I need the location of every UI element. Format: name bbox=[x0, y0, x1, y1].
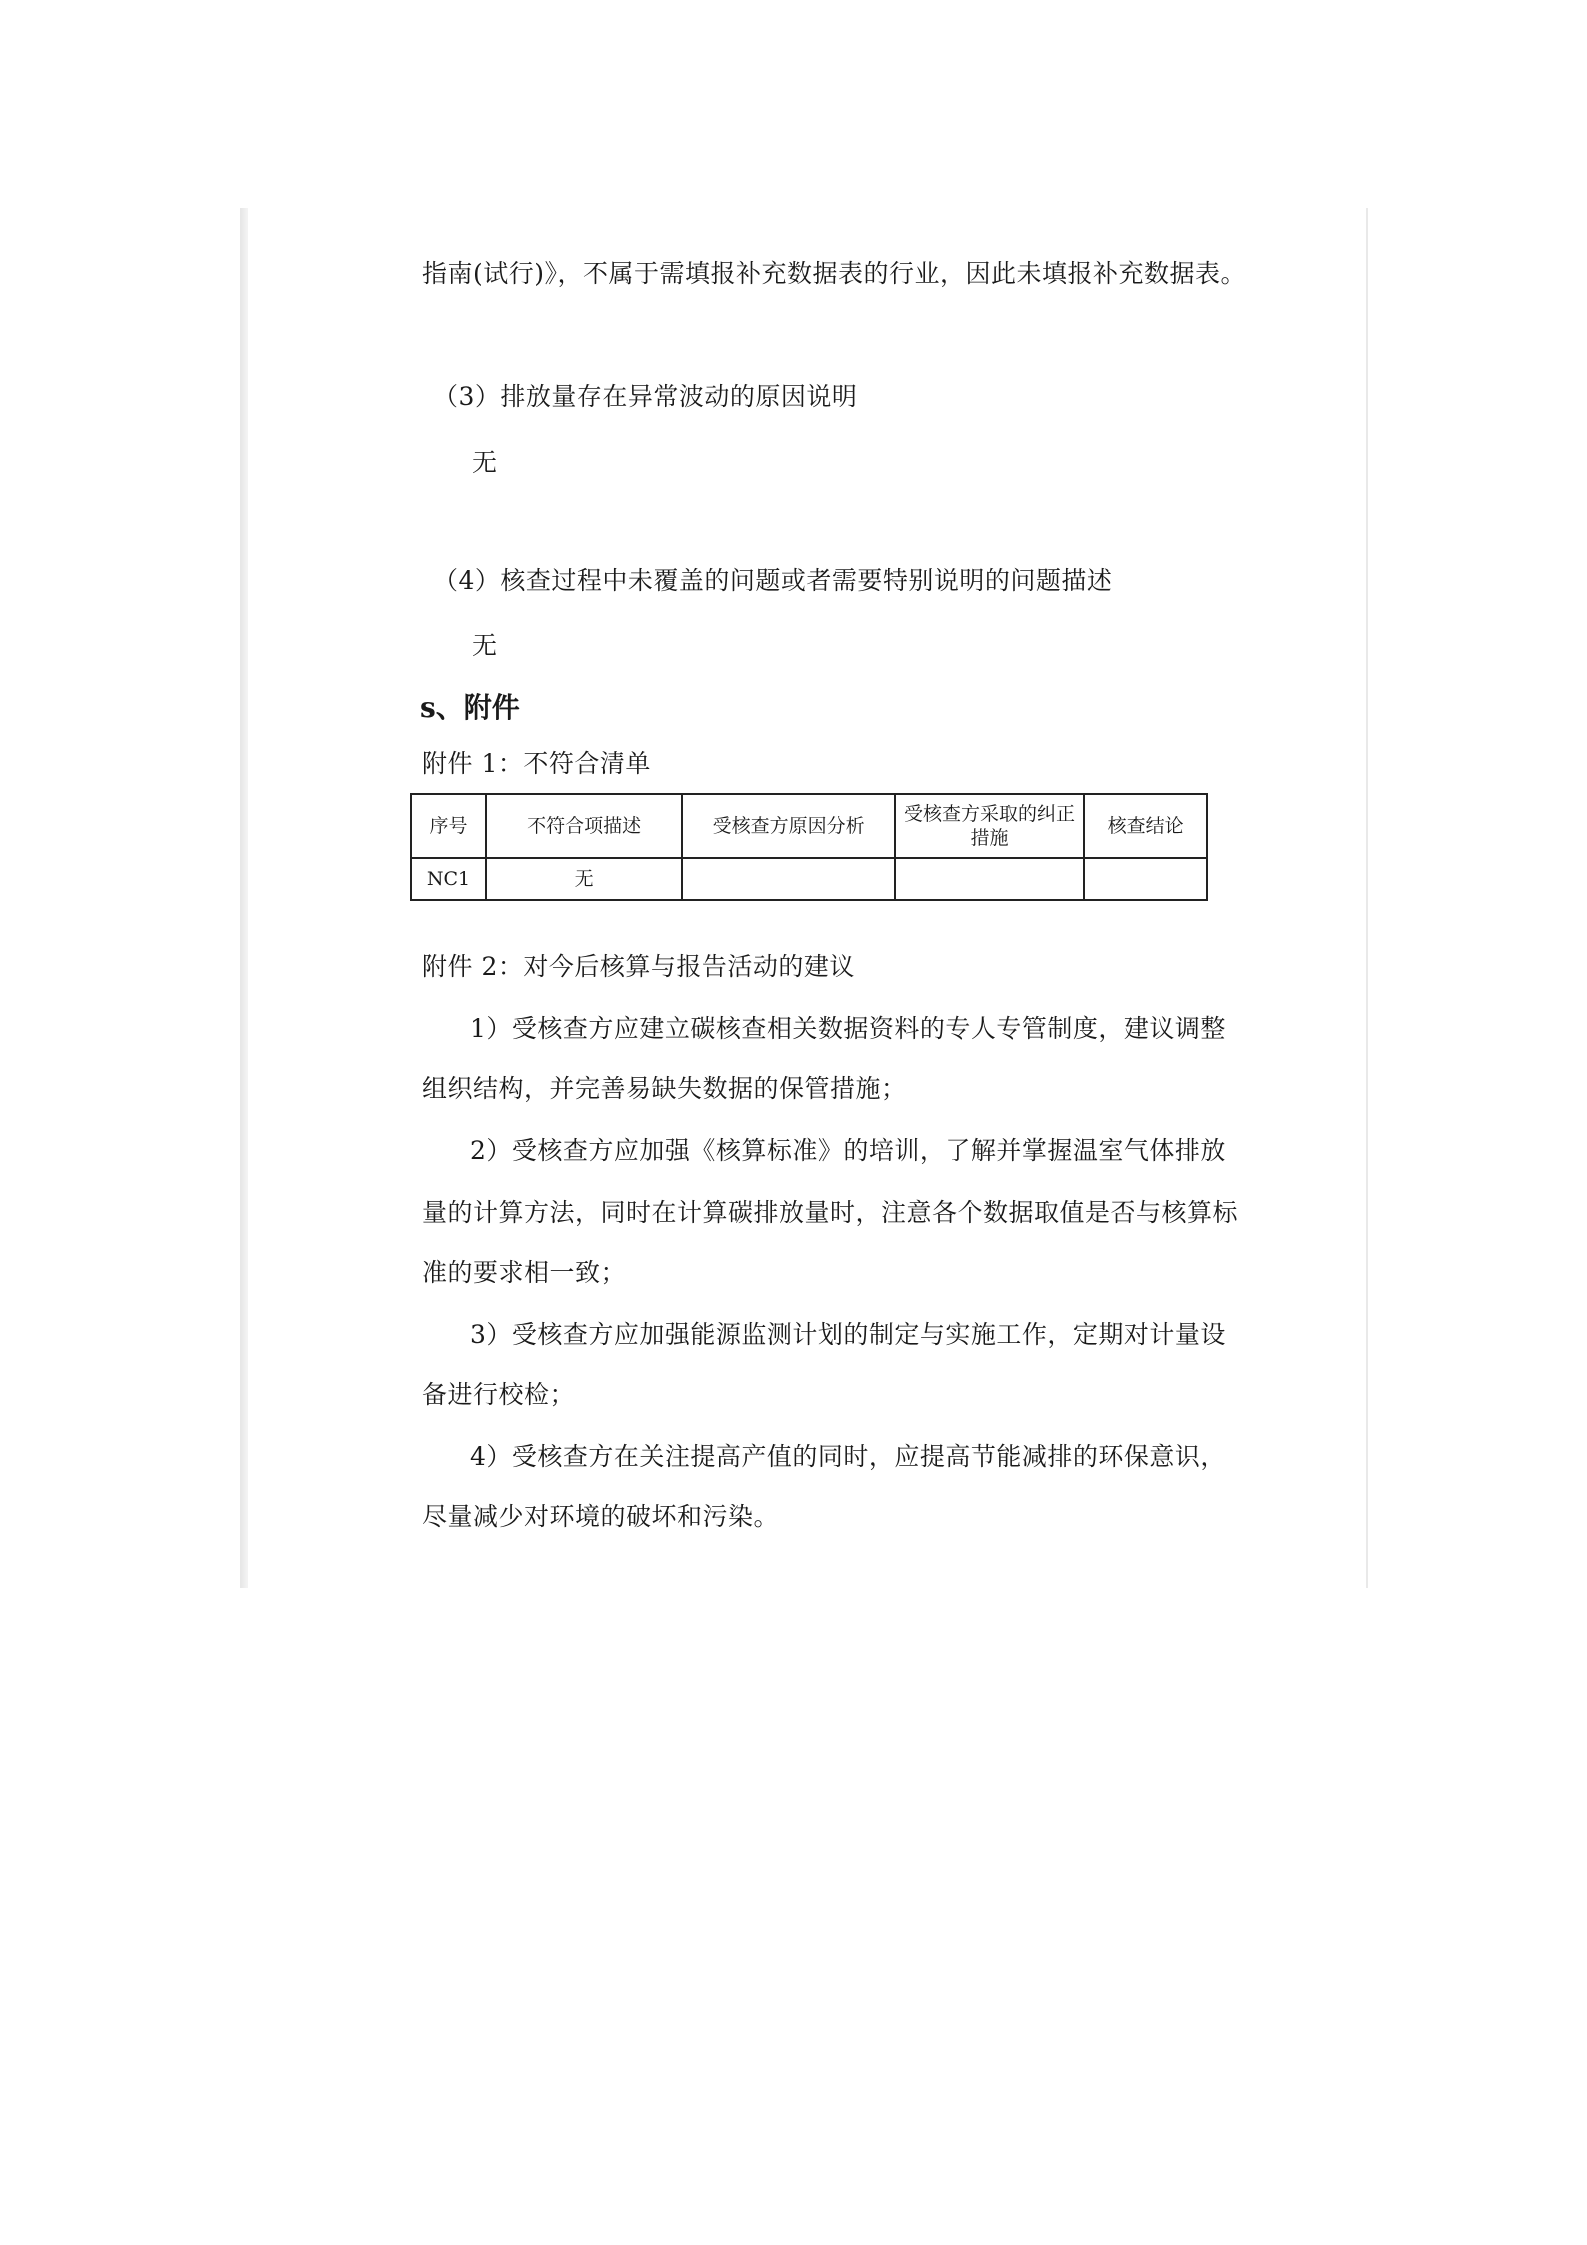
suggestion-4-line-1: 4）受核查方在关注提高产值的同时，应提高节能减排的环保意识， bbox=[470, 1442, 1226, 1471]
suggestion-1-line-2: 组织结构，并完善易缺失数据的保管措施； bbox=[422, 1074, 907, 1103]
suggestion-1-line-1: 1）受核查方应建立碳核查相关数据资料的专人专管制度，建议调整 bbox=[470, 1014, 1226, 1043]
section-title: s、附件 bbox=[420, 691, 520, 724]
table-header-cell: 不符合项描述 bbox=[486, 794, 682, 858]
table-cell bbox=[682, 858, 894, 900]
table-header-cell: 序号 bbox=[411, 794, 486, 858]
table-cell: NC1 bbox=[411, 858, 486, 900]
table-header-row bbox=[411, 794, 1207, 858]
table-header-cell: 受核查方原因分析 bbox=[682, 794, 894, 858]
suggestion-3-line-2: 备进行校检； bbox=[422, 1380, 576, 1409]
table-row bbox=[411, 858, 1207, 900]
suggestion-3-line-1: 3）受核查方应加强能源监测计划的制定与实施工作，定期对计量设 bbox=[470, 1320, 1226, 1349]
item-4-title: （4）核查过程中未覆盖的问题或者需要特别说明的问题描述 bbox=[433, 566, 1113, 595]
suggestion-2-line-2: 量的计算方法，同时在计算碳排放量时，注意各个数据取值是否与核算标 bbox=[422, 1198, 1239, 1227]
suggestion-2-line-3: 准的要求相一致； bbox=[422, 1258, 627, 1287]
suggestion-2-line-1: 2）受核查方应加强《核算标准》的培训，了解并掌握温室气体排放 bbox=[470, 1136, 1226, 1165]
table-cell bbox=[895, 858, 1084, 900]
table-cell bbox=[1084, 858, 1207, 900]
suggestion-4-line-2: 尽量减少对环境的破坏和污染。 bbox=[422, 1502, 780, 1531]
table-cell: 无 bbox=[486, 858, 682, 900]
item-4-answer: 无 bbox=[472, 631, 498, 660]
paragraph-line: 指南(试行)》，不属于需填报补充数据表的行业，因此未填报补充数据表。 bbox=[422, 259, 1247, 288]
page-left-border bbox=[240, 208, 248, 1588]
nonconformity-table bbox=[410, 793, 1208, 901]
table-header-cell: 受核查方采取的纠正措施 bbox=[895, 794, 1084, 858]
attachment-2-title: 附件 2：对今后核算与报告活动的建议 bbox=[422, 952, 855, 981]
attachment-1-title: 附件 1：不符合清单 bbox=[422, 749, 651, 778]
table-header-cell: 核查结论 bbox=[1084, 794, 1207, 858]
item-3-answer: 无 bbox=[472, 448, 498, 477]
item-3-title: （3）排放量存在异常波动的原因说明 bbox=[433, 382, 858, 411]
page-right-border bbox=[1366, 208, 1368, 1588]
